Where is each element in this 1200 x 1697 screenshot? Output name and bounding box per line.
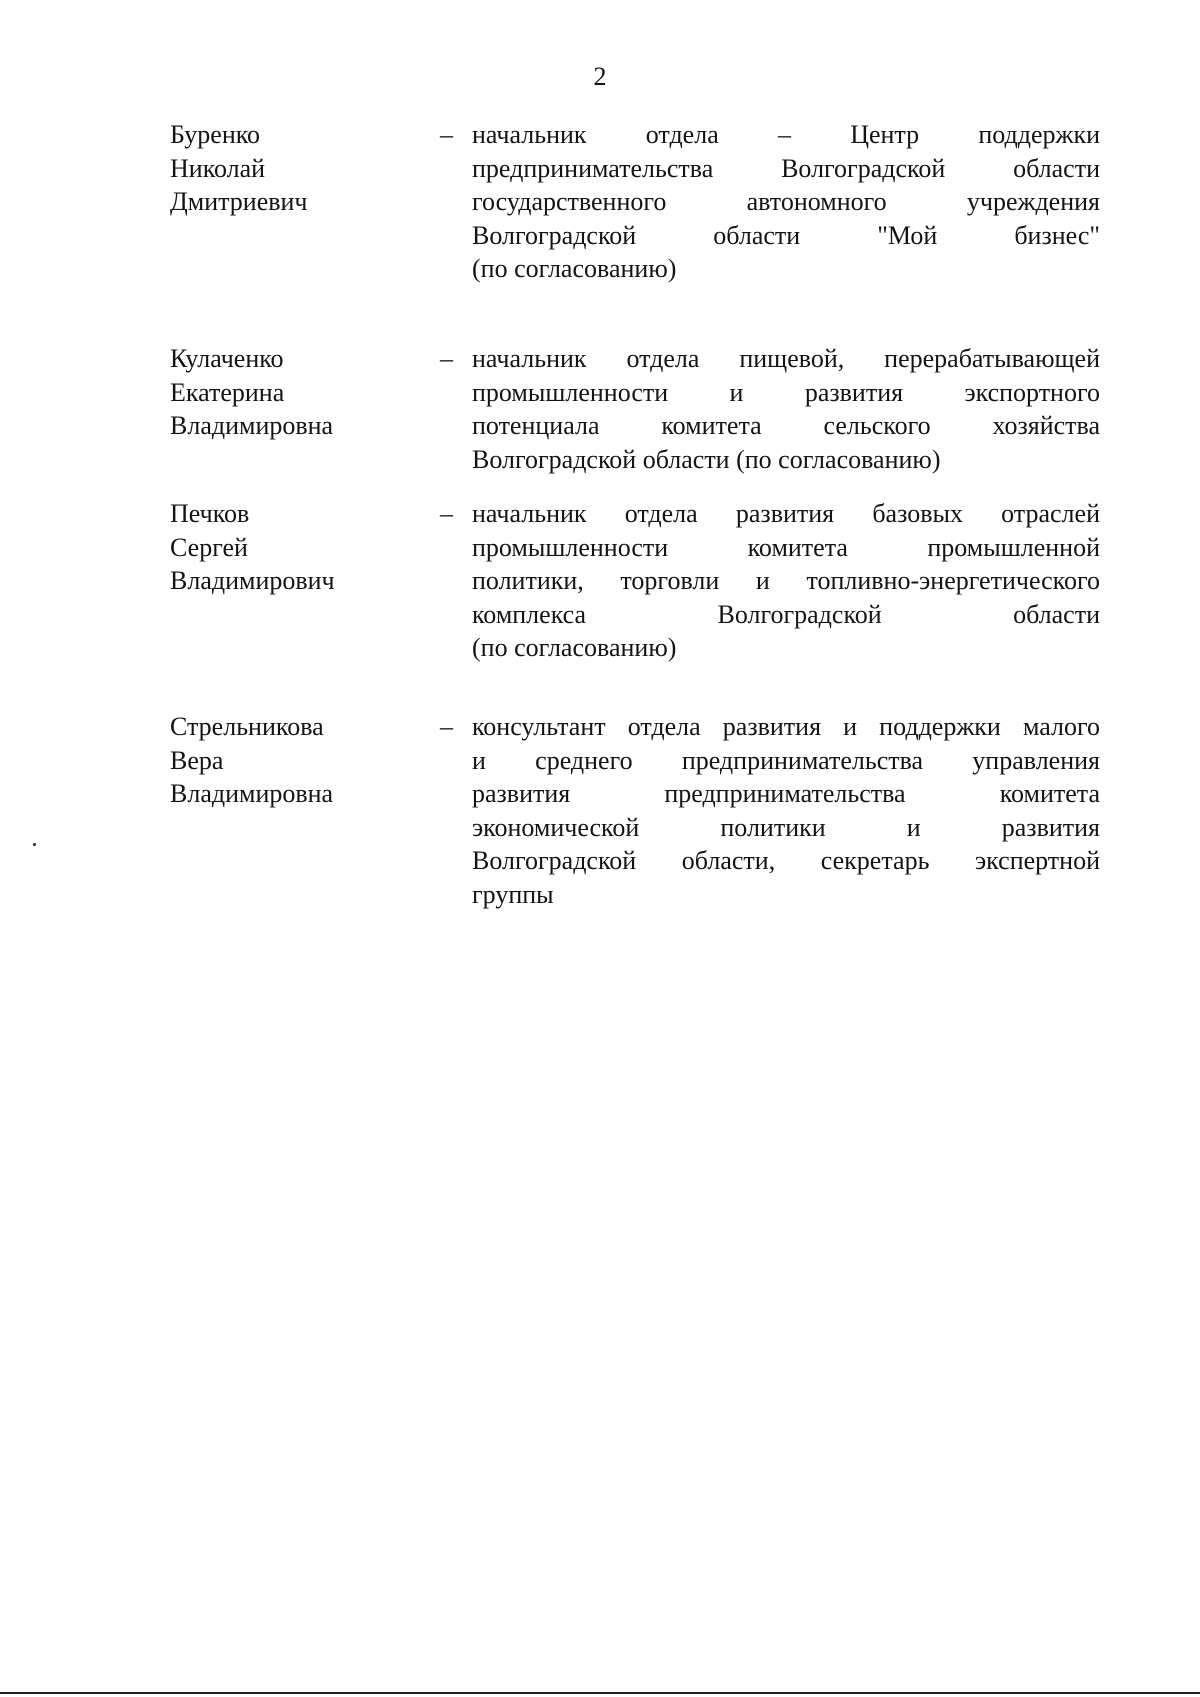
separator-dash: – — [440, 344, 453, 373]
role-line: развития предпринимательства комитета — [472, 779, 1100, 808]
page-number: 2 — [593, 62, 607, 91]
role-line: промышленности комитета промышленной — [472, 532, 1100, 562]
member-patronymic: Владимировна — [170, 779, 334, 808]
role-line: государственного автономного учреждения — [472, 187, 1100, 216]
role-line: консультант отдела развития и поддержки малого — [472, 712, 1100, 741]
role-line: экономической политики и развития — [472, 812, 1100, 842]
role-line: начальник отдела пищевой, перерабатывающей — [472, 344, 1100, 373]
separator-dash: – — [440, 712, 453, 741]
role-line: (по согласованию) — [472, 254, 677, 283]
role-line: (по согласованию) — [472, 633, 677, 662]
member-first-name: Вера — [170, 745, 224, 775]
member-name — [170, 342, 430, 443]
role-line: группы — [472, 879, 554, 909]
role-line: политики, торговли и топливно-энергетического — [472, 566, 1100, 595]
member-surname: Кулаченко — [170, 344, 284, 373]
role-line: начальник отдела – Центр поддержки — [472, 120, 1100, 149]
role-line: Волгоградской области, секретарь экспертной — [472, 846, 1100, 875]
member-first-name: Екатерина — [170, 377, 285, 407]
member-first-name: Сергей — [170, 532, 248, 562]
separator-dash: – — [440, 499, 453, 528]
member-name — [170, 710, 430, 811]
separator-dash: – — [440, 120, 453, 149]
role-line: Волгоградской области (по согласованию) — [472, 444, 941, 474]
role-line: комплекса Волгоградской области — [472, 599, 1100, 629]
member-role — [472, 342, 1100, 476]
member-patronymic: Владимировна — [170, 411, 334, 440]
scan-speck — [33, 843, 36, 846]
member-patronymic: Дмитриевич — [170, 187, 308, 216]
member-name — [170, 497, 430, 598]
bottom-rule — [0, 1692, 1200, 1694]
member-surname: Буренко — [170, 120, 261, 149]
member-role — [472, 118, 1100, 286]
member-role — [472, 497, 1100, 665]
role-line: предпринимательства Волгоградской области — [472, 153, 1100, 183]
member-surname: Стрельникова — [170, 712, 324, 741]
member-surname: Печков — [170, 499, 250, 528]
role-line: и среднего предпринимательства управления — [472, 745, 1100, 775]
role-line: потенциала комитета сельского хозяйства — [472, 411, 1100, 440]
role-line: начальник отдела развития базовых отраслей — [472, 499, 1100, 528]
member-name — [170, 118, 430, 219]
role-line: Волгоградской области "Мой бизнес" — [472, 220, 1100, 250]
member-role — [472, 710, 1100, 911]
member-patronymic: Владимирович — [170, 566, 335, 595]
role-line: промышленности и развития экспортного — [472, 377, 1100, 407]
member-first-name: Николай — [170, 153, 266, 183]
